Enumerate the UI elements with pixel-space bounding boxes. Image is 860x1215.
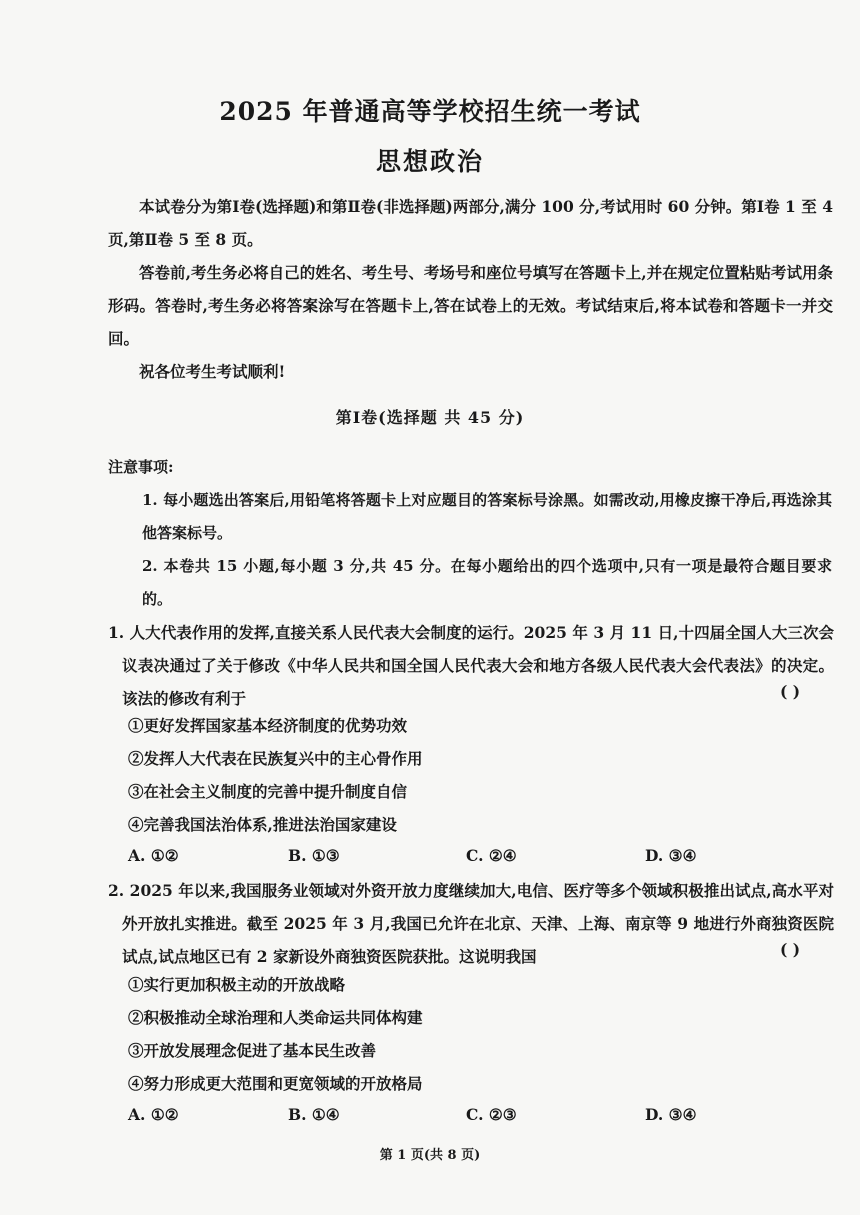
exam-title: 2025 年普通高等学校招生统一考试	[219, 97, 641, 126]
question-2-option-4: ④努力形成更大范围和更宽领域的开放格局	[128, 1074, 423, 1093]
question-1-option-2: ②发挥人大代表在民族复兴中的主心骨作用	[128, 749, 423, 768]
intro-paragraph-2: 答卷前,考生务必将自己的姓名、考生号、考场号和座位号填写在答题卡上,并在规定位置粘贴考试用条形码。答卷时,考生务必将答案涂写在答题卡上,答在试卷上的无效。考试结束后,将本试卷和答题卡一并交回。	[108, 263, 833, 348]
question-2-text: 2. 2025 年以来,我国服务业领域对外资开放力度继续加大,电信、医疗等多个领域积极推出试点,高水平对外开放扎实推进。截至 2025 年 3 月,我国已允许在北京、天津、上海、南京等 9 地进行外商独资医院试点,试点地区已有 2 家新设外商独资医院获批。这说明我国	[108, 881, 834, 966]
intro-paragraph-1: 本试卷分为第Ⅰ卷(选择题)和第Ⅱ卷(非选择题)两部分,满分 100 分,考试用时 60 分钟。第Ⅰ卷 1 至 4 页,第Ⅱ卷 5 至 8 页。	[108, 197, 833, 249]
question-2-choice-c: C. ②③	[466, 1105, 517, 1124]
question-1-stem	[108, 616, 834, 715]
question-2-choice-b: B. ①④	[288, 1105, 340, 1124]
question-2-option-1: ①实行更加积极主动的开放战略	[128, 975, 346, 994]
notice-item-2: 2. 本卷共 15 小题,每小题 3 分,共 45 分。在每小题给出的四个选项中,只有一项是最符合题目要求的。	[142, 557, 832, 608]
question-2-option-3: ③开放发展理念促进了基本民生改善	[128, 1041, 377, 1060]
question-1-text: 1. 人大代表作用的发挥,直接关系人民代表大会制度的运行。2025 年 3 月 11 日,十四届全国人大三次会议表决通过了关于修改《中华人民共和国全国人民代表大会和地方各级人民代表大会代表法》的决定。该法的修改有利于	[108, 623, 834, 708]
question-1-option-4: ④完善我国法治体系,推进法治国家建设	[128, 815, 397, 834]
notice-heading: 注意事项:	[108, 458, 174, 476]
question-1-choice-c: C. ②④	[466, 846, 517, 865]
question-2-stem	[108, 874, 834, 973]
question-1-choice-b: B. ①③	[288, 846, 340, 865]
subject-title: 思想政治	[375, 147, 484, 176]
page-number: 第 1 页(共 8 页)	[379, 1148, 481, 1163]
question-1-option-1: ①更好发挥国家基本经济制度的优势功效	[128, 716, 408, 735]
question-1-answer-paren: ( )	[780, 682, 801, 701]
question-2-answer-paren: ( )	[780, 940, 801, 959]
question-1-choice-d: D. ③④	[645, 846, 697, 865]
question-2-choice-a: A. ①②	[128, 1105, 179, 1124]
section-title: 第Ⅰ卷(选择题 共 45 分)	[335, 408, 525, 427]
question-2-option-2: ②积极推动全球治理和人类命运共同体构建	[128, 1008, 423, 1027]
question-2-choice-d: D. ③④	[645, 1105, 697, 1124]
intro-paragraph-3: 祝各位考生考试顺利!	[139, 362, 286, 381]
question-1-choice-a: A. ①②	[128, 846, 179, 865]
question-1-option-3: ③在社会主义制度的完善中提升制度自信	[128, 782, 408, 801]
notice-item-1: 1. 每小题选出答案后,用铅笔将答题卡上对应题目的答案标号涂黑。如需改动,用橡皮擦干净后,再选涂其他答案标号。	[142, 491, 832, 542]
